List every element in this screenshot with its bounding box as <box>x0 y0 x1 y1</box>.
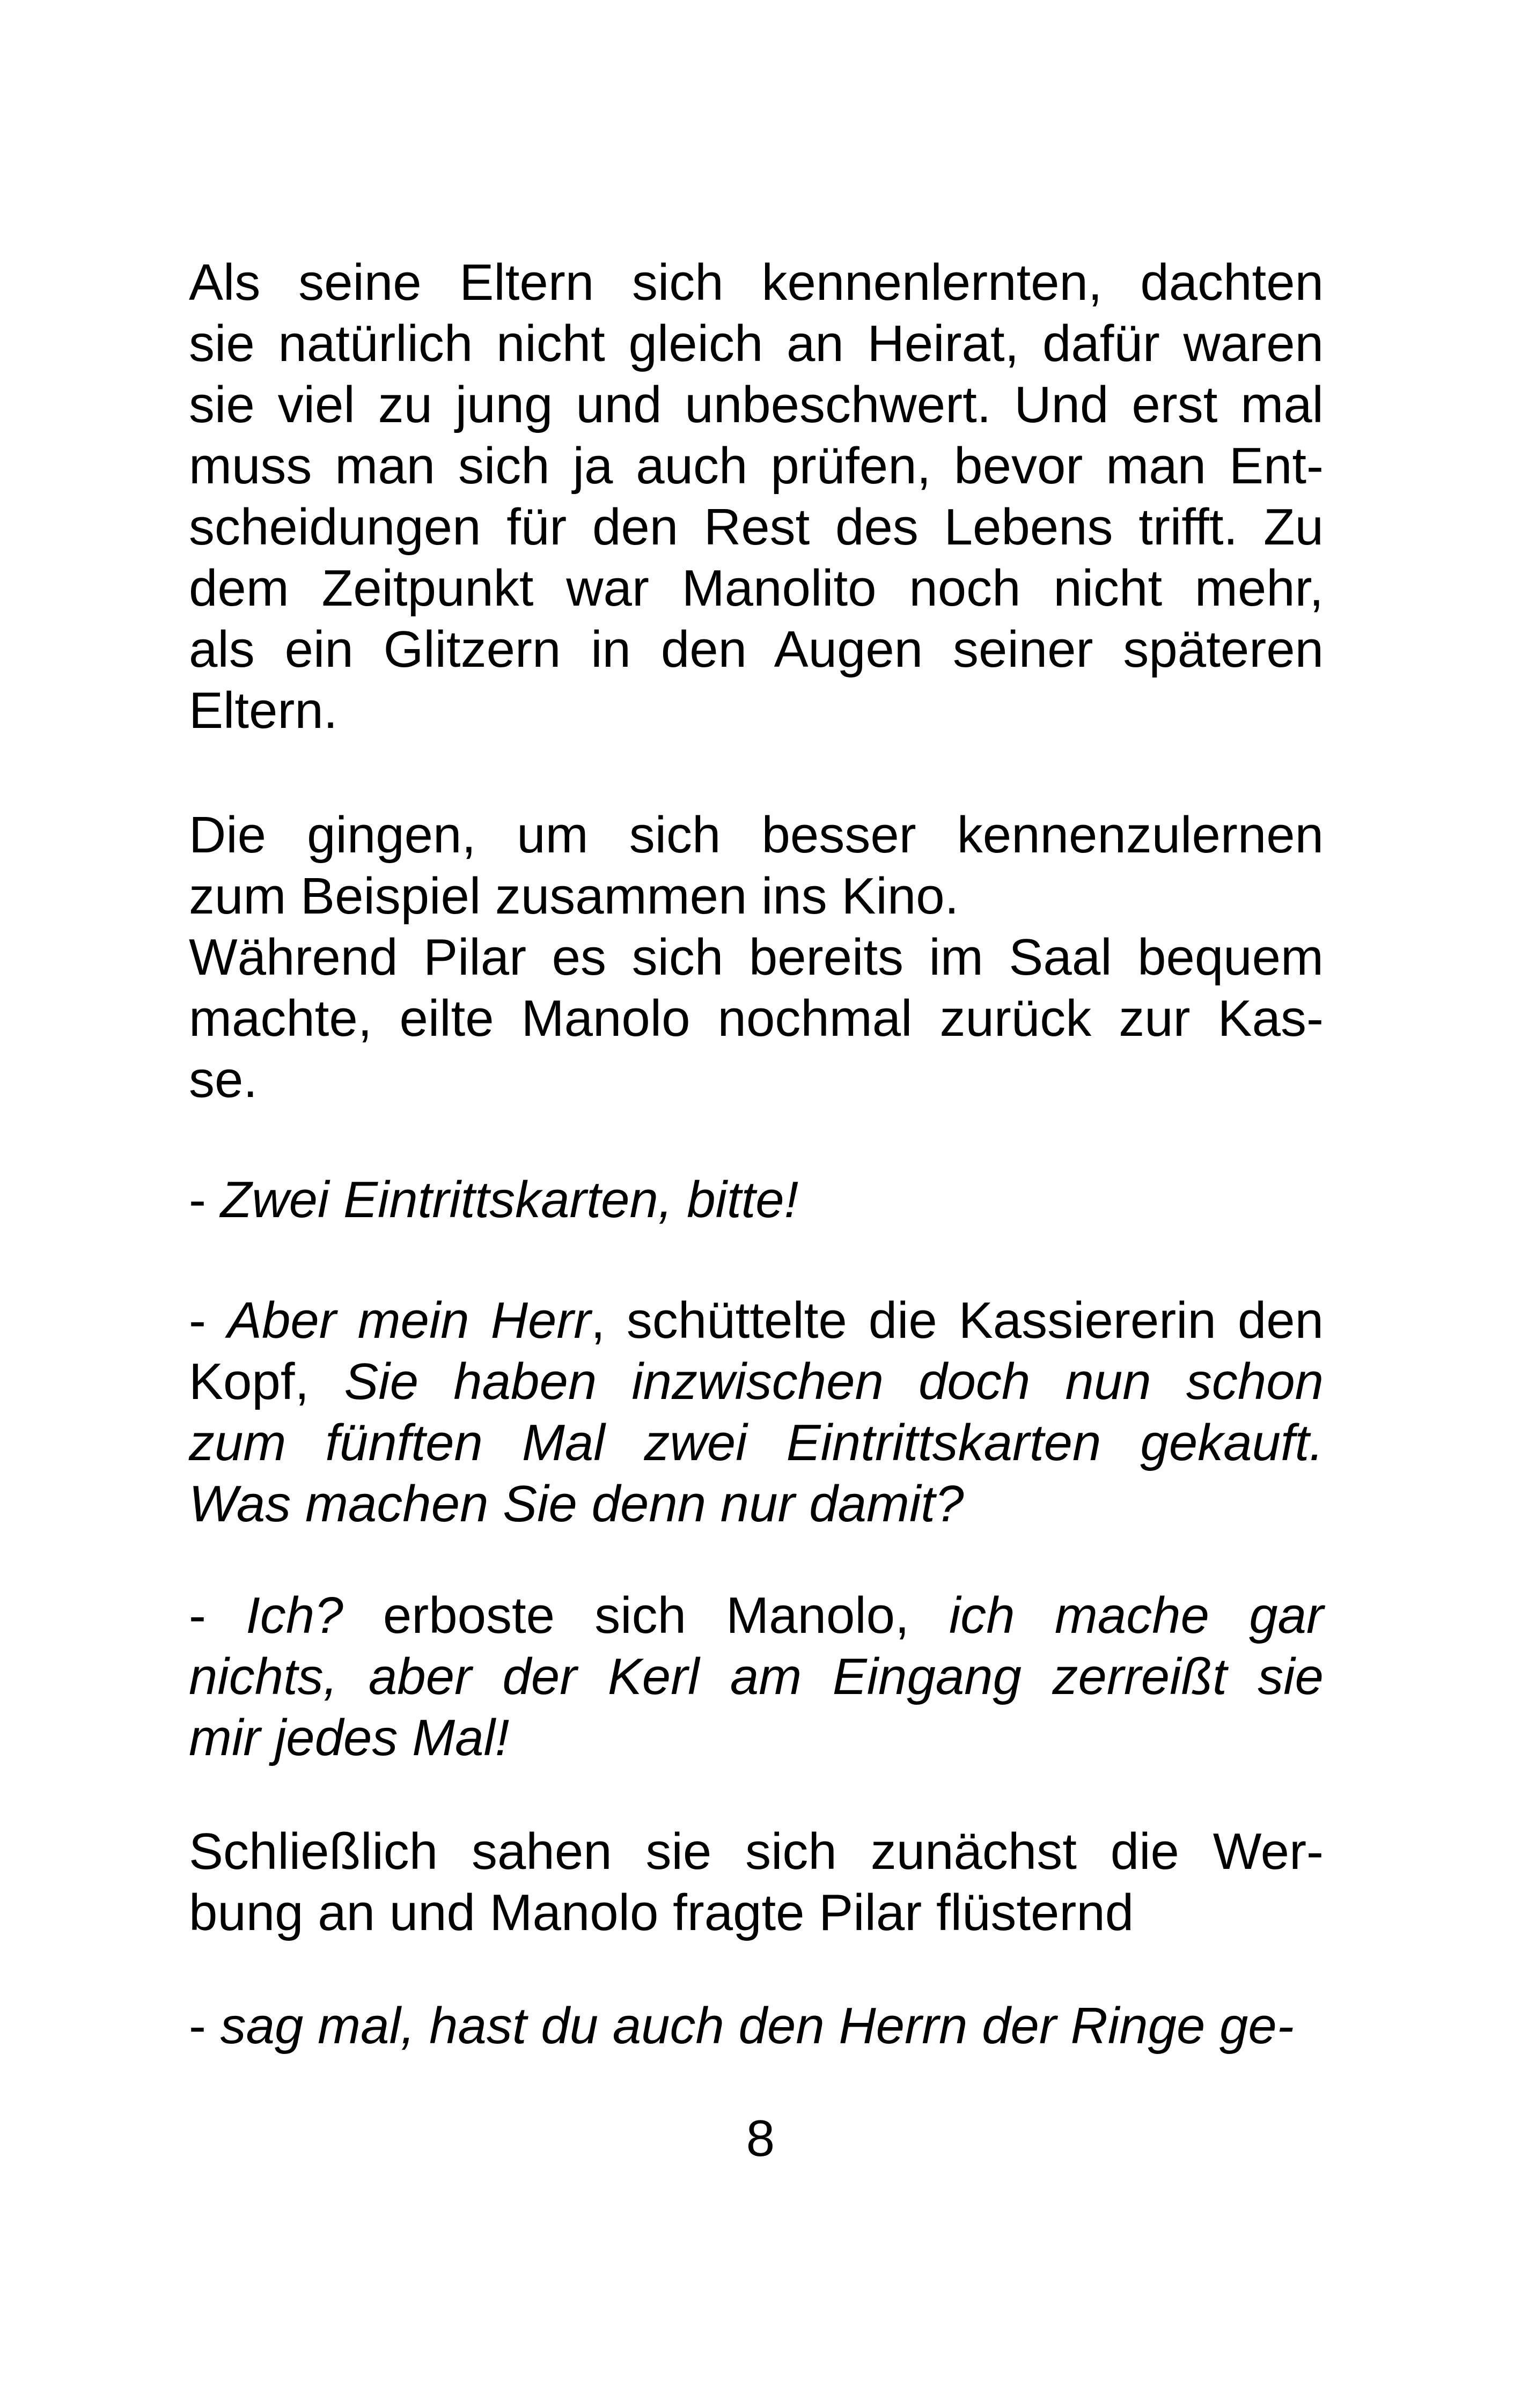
text-line <box>189 1351 1324 1412</box>
text-line <box>189 1169 1324 1231</box>
text-line: sie viel zu jung und unbeschwert. Und erst mal <box>189 376 1324 433</box>
dialogue-text: Aber mein Herr <box>227 1292 591 1349</box>
text-line: Schließlich sahen sie sich zunächst die Wer- <box>189 1823 1324 1880</box>
paragraph-5-dialogue <box>189 1585 1324 1769</box>
paragraph-7-dialogue <box>189 1995 1324 2057</box>
paragraph-6 <box>189 1821 1324 1943</box>
dialogue-dash: - <box>189 1997 221 2054</box>
text-line: Was machen Sie denn nur damit? <box>189 1475 964 1533</box>
text-line: zum fünften Mal zwei Eintrittskarten gekauft. <box>189 1414 1324 1471</box>
text-line: muss man sich ja auch prüfen, bevor man Ent- <box>189 437 1324 495</box>
text-line: sie natürlich nicht gleich an Heirat, dafür waren <box>189 315 1324 372</box>
paragraph-4-dialogue <box>189 1290 1324 1535</box>
narration-text: , schüttelte die Kassiererin den <box>591 1292 1324 1349</box>
dialogue-text: ich mache gar <box>949 1587 1324 1644</box>
narration-text: Kopf, <box>189 1353 344 1410</box>
text-line <box>189 1995 1324 2057</box>
narration-text: erboste sich Manolo, <box>343 1587 949 1644</box>
dialogue-dash: - <box>189 1587 246 1644</box>
text-line: se. <box>189 1051 258 1108</box>
dialogue-text: Sie haben inzwischen doch nun schon <box>344 1353 1324 1410</box>
text-line: Als seine Eltern sich kennenlernten, dachten <box>189 254 1324 311</box>
paragraph-2 <box>189 805 1324 1110</box>
text-line: Eltern. <box>189 682 338 739</box>
text-line: machte, eilte Manolo nochmal zurück zur Kas- <box>189 990 1324 1047</box>
text-line: mir jedes Mal! <box>189 1709 510 1766</box>
text-line: dem Zeitpunkt war Manolito noch nicht mehr, <box>189 559 1324 617</box>
dialogue-dash: - <box>189 1171 221 1228</box>
page-number: 8 <box>746 2110 775 2167</box>
text-line: Die gingen, um sich besser kennenzulernen <box>189 806 1324 864</box>
text-line: scheidungen für den Rest des Lebens trifft. Zu <box>189 498 1324 556</box>
dialogue-text: sag mal, hast du auch den Herrn der Ringe ge- <box>220 1997 1294 2054</box>
dialogue-text: Ich? <box>246 1587 343 1644</box>
text-line <box>189 1290 1324 1351</box>
text-line: zum Beispiel zusammen ins Kino. <box>189 867 959 925</box>
dialogue-dash: - <box>189 1292 227 1349</box>
text-line: nichts, aber der Kerl am Eingang zerreißt sie <box>189 1648 1324 1705</box>
text-line: bung an und Manolo fragte Pilar flüsternd <box>189 1884 1134 1941</box>
text-line <box>189 1585 1324 1646</box>
paragraph-3-dialogue <box>189 1169 1324 1231</box>
text-line: Während Pilar es sich bereits im Saal bequem <box>189 929 1324 986</box>
text-line: als ein Glitzern in den Augen seiner späteren <box>189 621 1324 678</box>
paragraph-1 <box>189 252 1324 741</box>
dialogue-text: Zwei Eintrittskarten, bitte! <box>220 1171 799 1228</box>
